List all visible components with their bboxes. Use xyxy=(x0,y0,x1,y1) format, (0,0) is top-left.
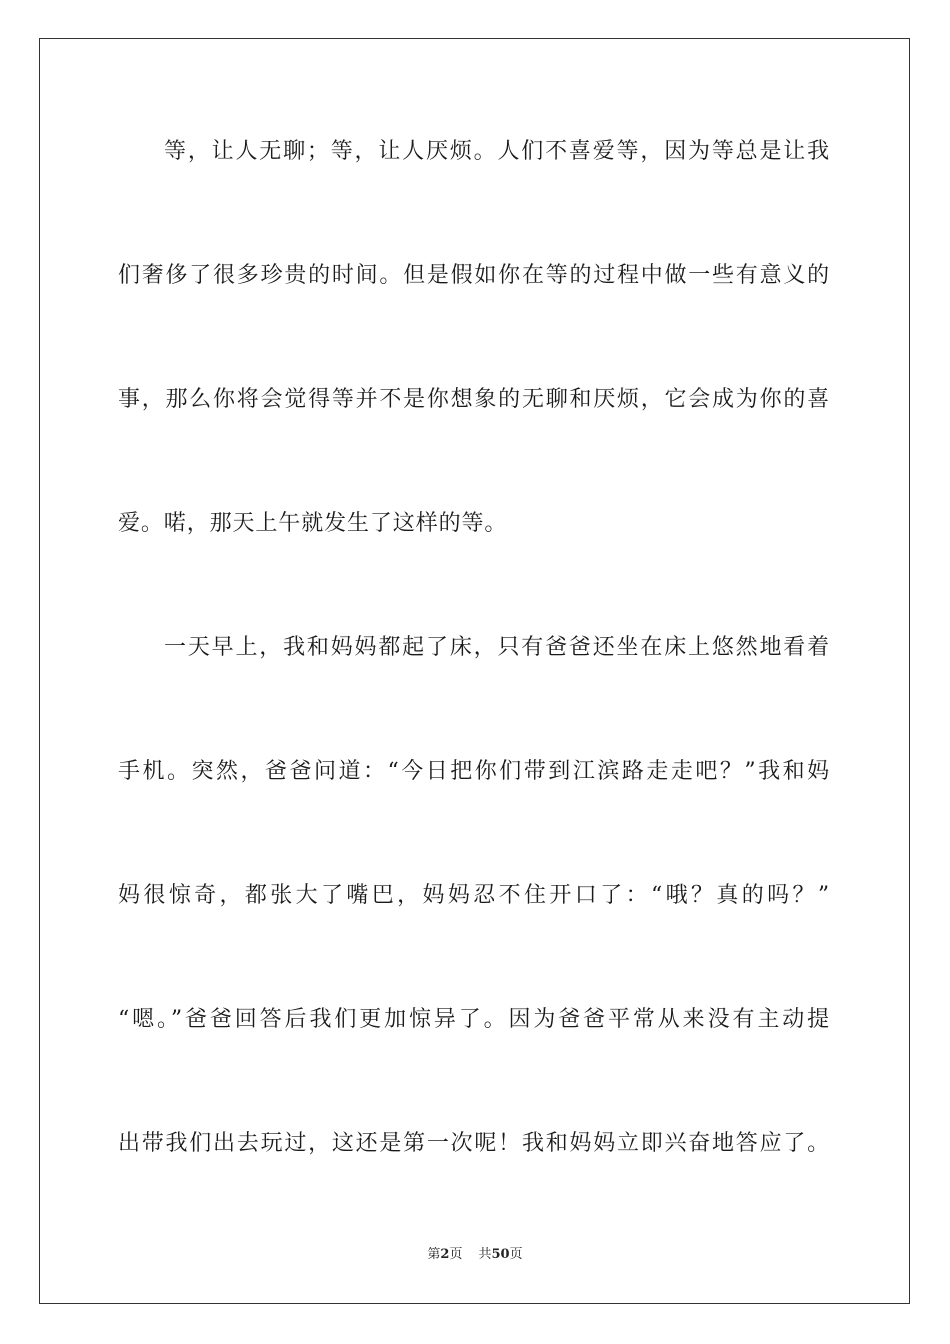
paragraph-1-line-4: 爱。喏，那天上午就发生了这样的等。 xyxy=(118,511,508,536)
page-number: 2 xyxy=(440,1247,450,1262)
page-number-prefix: 第 xyxy=(427,1247,441,1262)
paragraph-1-line-1: 等，让人无聊；等，让人厌烦。人们不喜爱等，因为等总是让我 xyxy=(164,139,830,164)
page-number-suffix: 页 xyxy=(449,1247,463,1262)
paragraph-2-line-2: 手机。突然，爸爸问道：“今日把你们带到江滨路走走吧？”我和妈 xyxy=(118,759,830,784)
paragraph-1-line-3: 事，那么你将会觉得等并不是你想象的无聊和厌烦，它会成为你的喜 xyxy=(118,387,830,412)
paragraph-1-line-2: 们奢侈了很多珍贵的时间。但是假如你在等的过程中做一些有意义的 xyxy=(118,263,830,288)
paragraph-2-line-1: 一天早上，我和妈妈都起了床，只有爸爸还坐在床上悠然地看着 xyxy=(164,635,830,660)
paragraph-2-line-4: “嗯。”爸爸回答后我们更加惊异了。因为爸爸平常从来没有主动提 xyxy=(118,1007,830,1032)
total-pages: 50 xyxy=(491,1247,510,1262)
paragraph-2-line-5: 出带我们出去玩过，这还是第一次呢！我和妈妈立即兴奋地答应了。 xyxy=(118,1131,830,1156)
paragraph-2-line-3: 妈很惊奇，都张大了嘴巴，妈妈忍不住开口了：“哦？真的吗？” xyxy=(118,883,830,908)
total-pages-suffix: 页 xyxy=(509,1247,523,1262)
page-border xyxy=(39,38,910,1304)
total-pages-prefix: 共 xyxy=(478,1247,492,1262)
page-footer xyxy=(0,1246,950,1264)
